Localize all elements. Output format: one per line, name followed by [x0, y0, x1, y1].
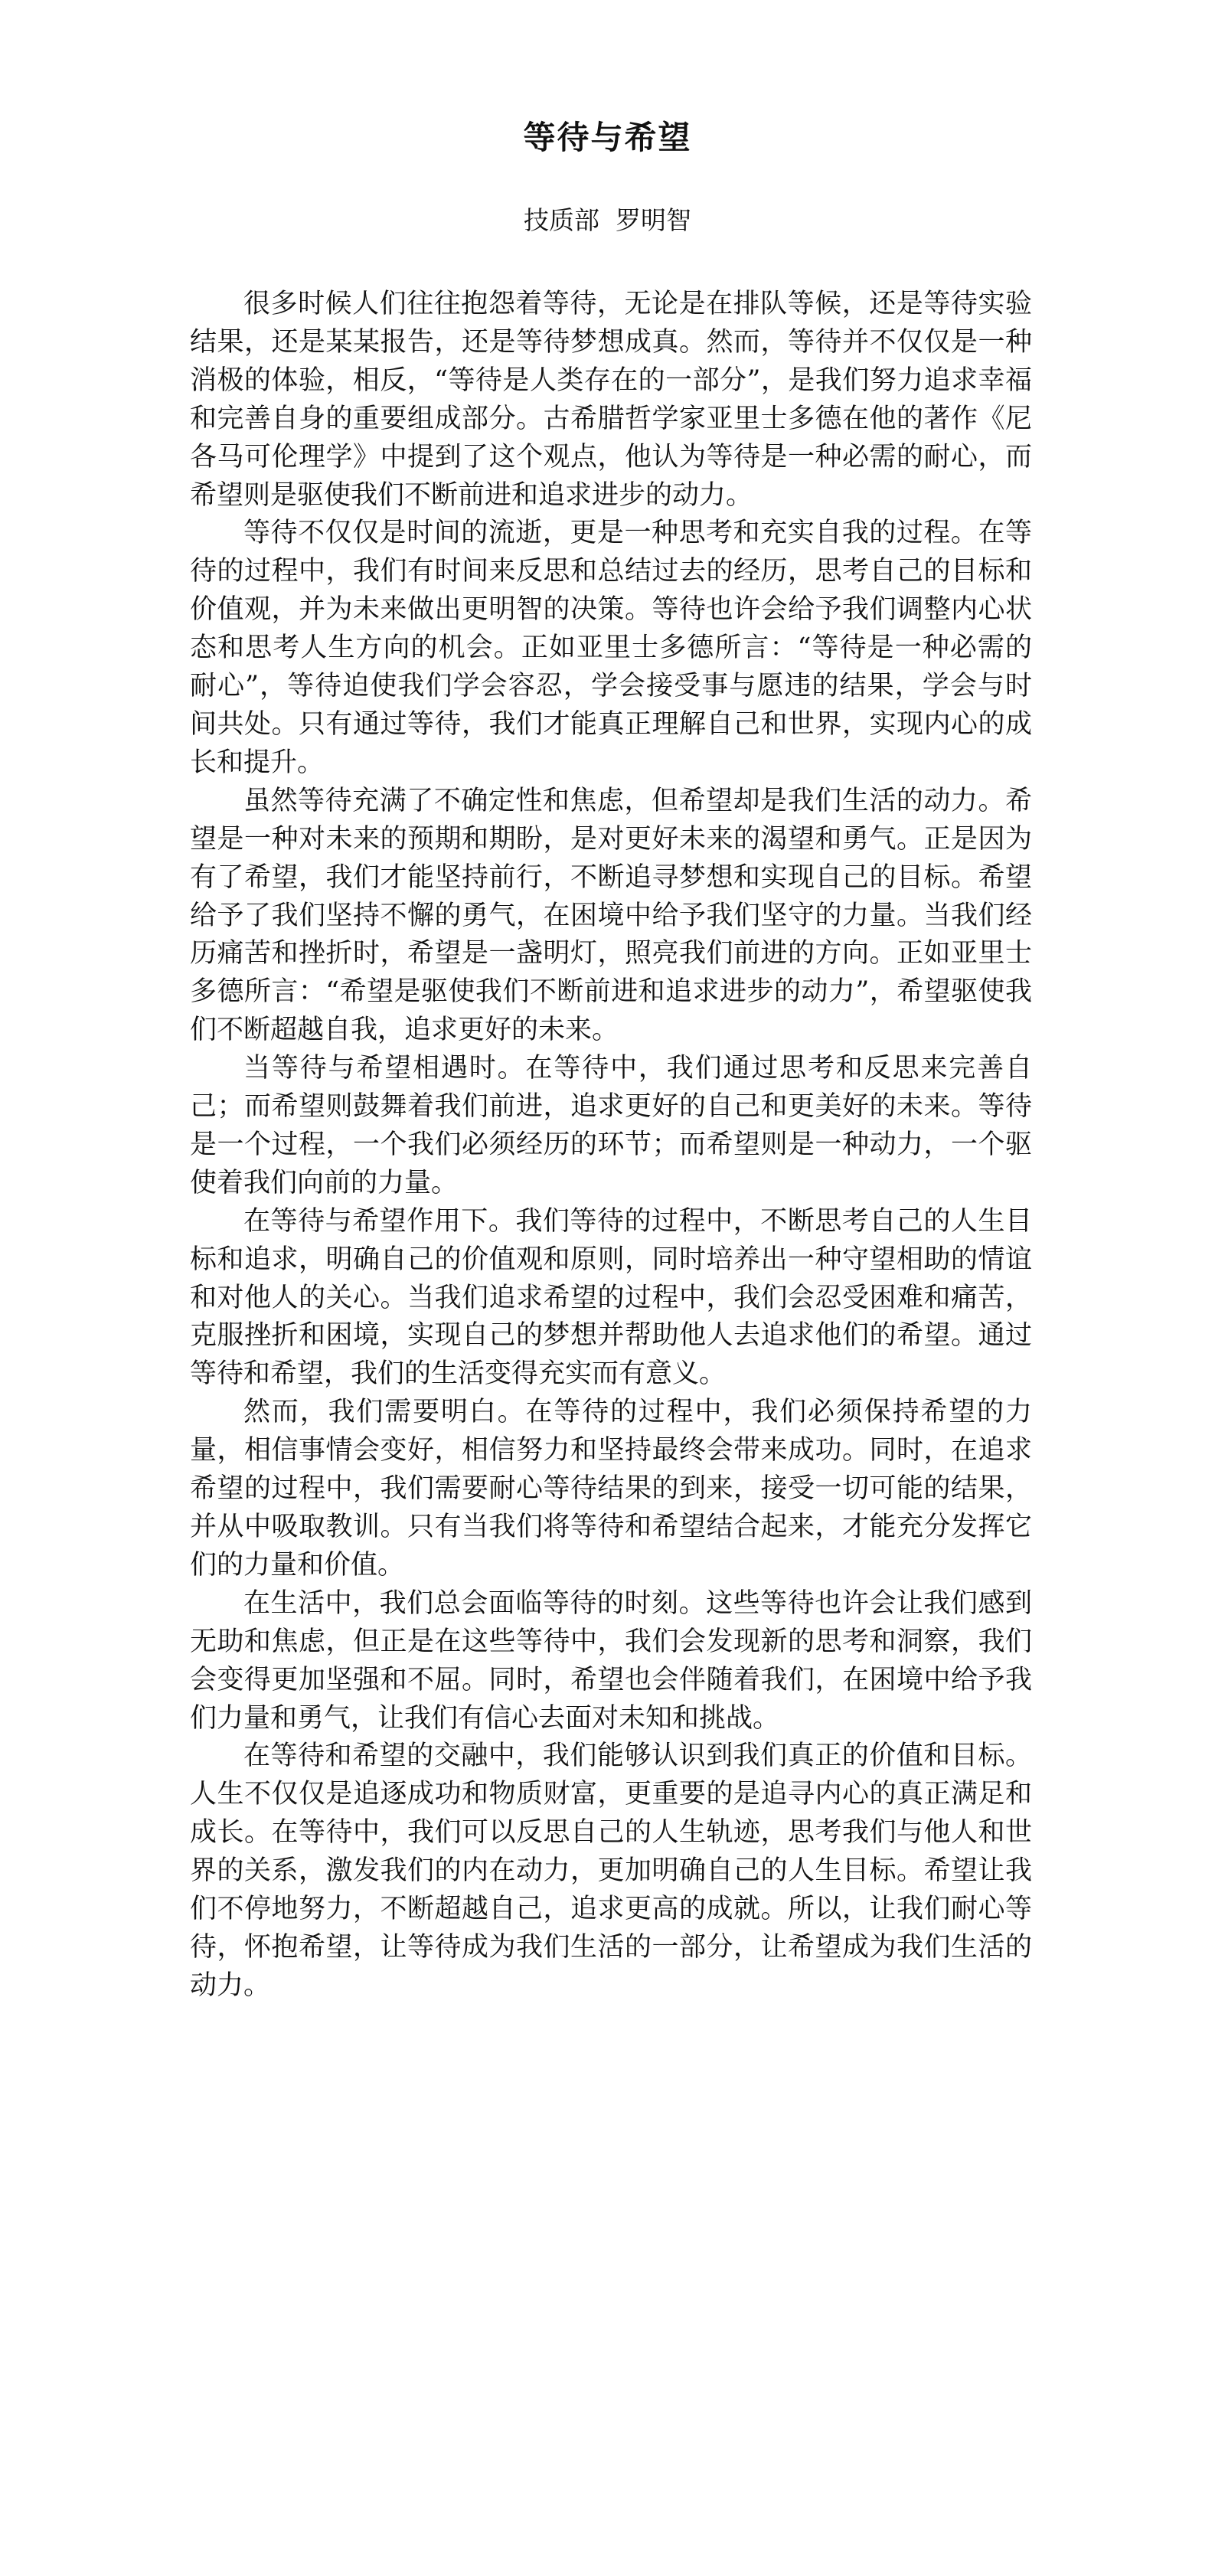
paragraph: 在生活中，我们总会面临等待的时刻。这些等待也许会让我们感到无助和焦虑，但正是在这些等待中，我们会发现新的思考和洞察，我们会变得更加坚强和不屈。同时，希望也会伴随着我们，在困境中给予我们力量和勇气，让我们有信心去面对未知和挑战。	[190, 1587, 1032, 1734]
paragraph: 在等待与希望作用下。我们等待的过程中，不断思考自己的人生目标和追求，明确自己的价值观和原则，同时培养出一种守望相助的情谊和对他人的关心。当我们追求希望的过程中，我们会忍受困难和痛苦，克服挫折和困境，实现自己的梦想并帮助他人去追求他们的希望。通过等待和希望，我们的生活变得充实而有意义。	[190, 1205, 1032, 1390]
article-body	[190, 286, 1032, 2006]
paragraph: 在等待和希望的交融中，我们能够认识到我们真正的价值和目标。人生不仅仅是追逐成功和物质财富，更重要的是追寻内心的真正满足和成长。在等待中，我们可以反思自己的人生轨迹，思考我们与他人和世界的关系，激发我们的内在动力，更加明确自己的人生目标。希望让我们不停地努力，不断超越自己，追求更高的成就。所以，让我们耐心等待，怀抱希望，让等待成为我们生活的一部分，让希望成为我们生活的动力。	[190, 1741, 1032, 2001]
paragraph: 等待不仅仅是时间的流逝，更是一种思考和充实自我的过程。在等待的过程中，我们有时间来反思和总结过去的经历，思考自己的目标和价值观，并为未来做出更明智的决策。等待也许会给予我们调整内心状态和思考人生方向的机会。正如亚里士多德所言：“等待是一种必需的耐心”，等待迫使我们学会容忍，学会接受事与愿违的结果，学会与时间共处。只有通过等待，我们才能真正理解自己和世界，实现内心的成长和提升。	[190, 518, 1032, 778]
paragraph: 然而，我们需要明白。在等待的过程中，我们必须保持希望的力量，相信事情会变好，相信努力和坚持最终会带来成功。同时，在追求希望的过程中，我们需要耐心等待结果的到来，接受一切可能的结果，并从中吸取教训。只有当我们将等待和希望结合起来，才能充分发挥它们的力量和价值。	[190, 1397, 1032, 1581]
paragraph: 当等待与希望相遇时。在等待中，我们通过思考和反思来完善自己；而希望则鼓舞着我们前进，追求更好的自己和更美好的未来。等待是一个过程，一个我们必须经历的环节；而希望则是一种动力，一个驱使着我们向前的力量。	[190, 1053, 1032, 1198]
article-title: 等待与希望	[523, 119, 692, 156]
paragraph: 虽然等待充满了不确定性和焦虑，但希望却是我们生活的动力。希望是一种对未来的预期和期盼，是对更好未来的渴望和勇气。正是因为有了希望，我们才能坚持前行，不断追寻梦想和实现自己的目标。希望给予了我们坚持不懈的勇气，在困境中给予我们坚守的力量。当我们经历痛苦和挫折时，希望是一盏明灯，照亮我们前进的方向。正如亚里士多德所言：“希望是驱使我们不断前进和追求进步的动力”，希望驱使我们不断超越自我，追求更好的未来。	[190, 785, 1032, 1046]
paragraph: 很多时候人们往往抱怨着等待，无论是在排队等候，还是等待实验结果，还是某某报告，还是等待梦想成真。然而，等待并不仅仅是一种消极的体验，相反，“等待是人类存在的一部分”，是我们努力追求幸福和完善自身的重要组成部分。古希腊哲学家亚里士多德在他的著作《尼各马可伦理学》中提到了这个观点，他认为等待是一种必需的耐心，而希望则是驱使我们不断前进和追求进步的动力。	[190, 289, 1032, 511]
author-byline: 技质部 罗明智	[524, 205, 691, 235]
